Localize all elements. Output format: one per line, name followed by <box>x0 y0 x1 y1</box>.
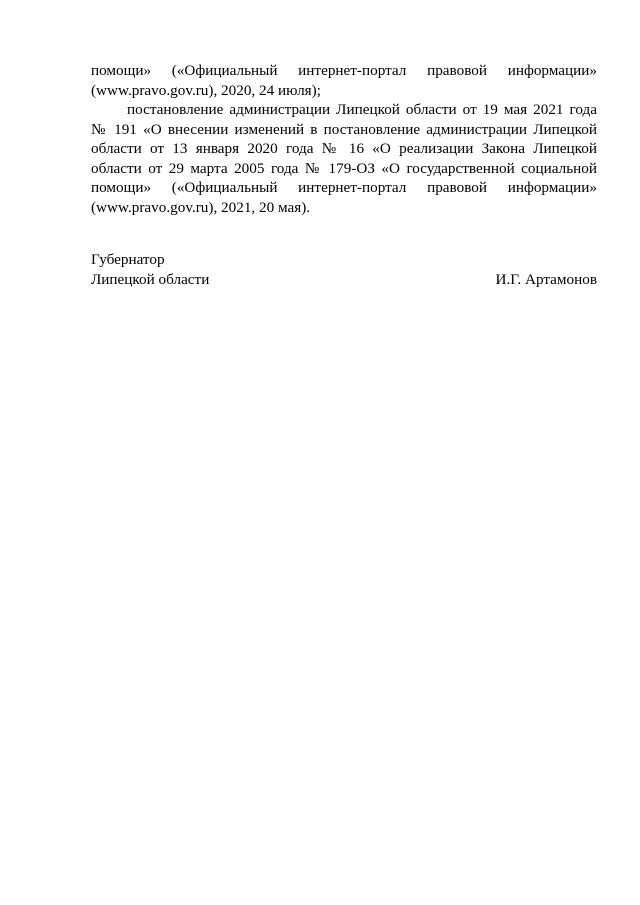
document-body <box>91 61 597 217</box>
paragraph-continuation: помощи» («Официальный интернет-портал правовой информации» (www.pravo.gov.ru), 2020, 24 июля); <box>91 62 597 99</box>
signatory-title-line2: Липецкой области <box>91 270 210 288</box>
signature-row <box>91 270 597 290</box>
signatory-name: И.Г. Артамонов <box>495 270 597 288</box>
signatory-title-line1: Губернатор <box>91 251 165 268</box>
paragraph-resolution: постановление администрации Липецкой области от 19 мая 2021 года № 191 «О внесении изменений в постановление администрации Липецкой области от 13 января 2020 года № 16 «О реализации Закона Липецкой области от 29 марта 2005 года № 179-ОЗ «О государственной социальной помощи» («Официальный интернет-портал правовой информации» (www.pravo.gov.ru), 2021, 20 мая). <box>91 101 597 216</box>
signature-block <box>91 250 597 289</box>
